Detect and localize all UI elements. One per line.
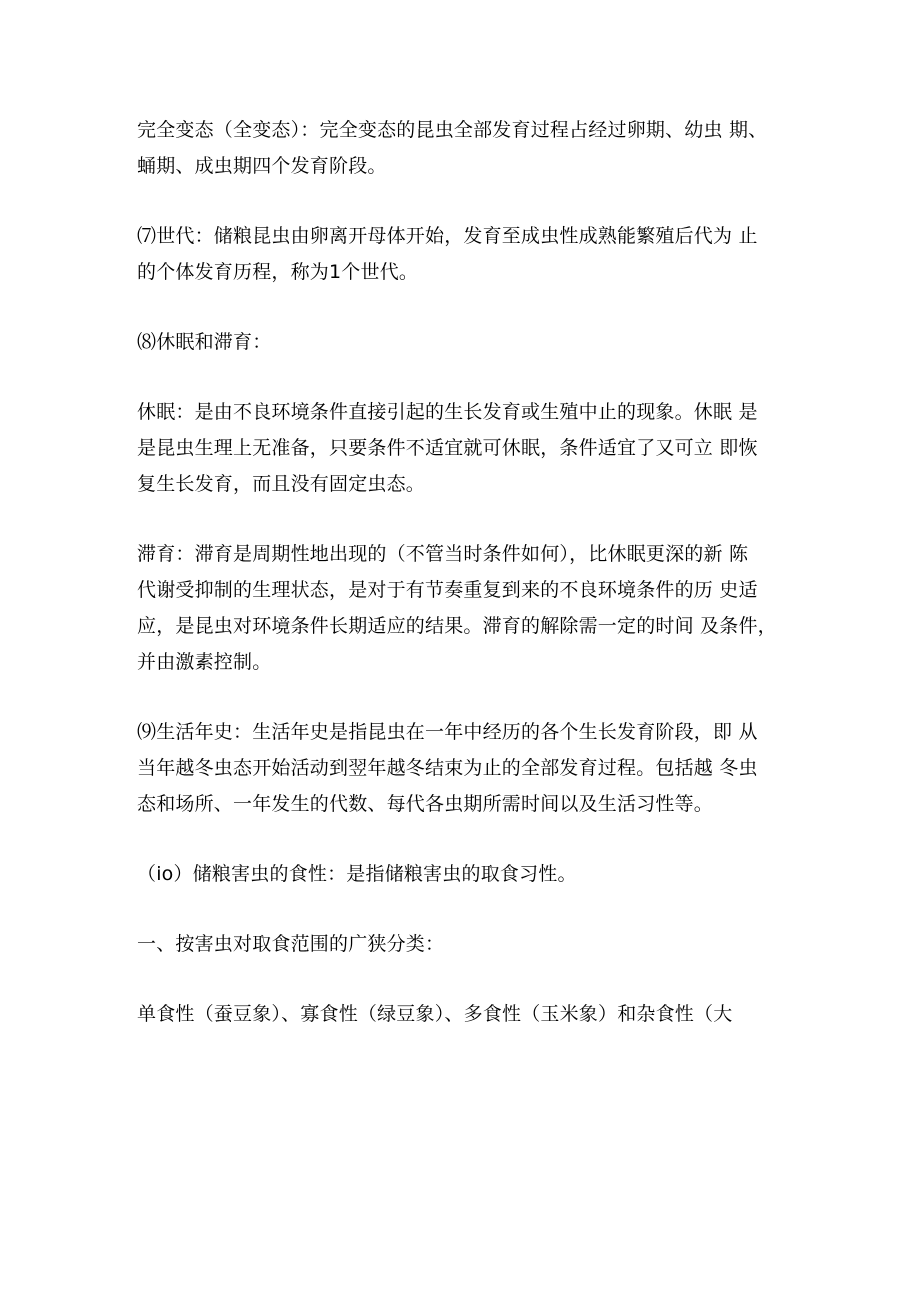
text-line: 态和场所、一年发生的代数、每代各虫期所需时间以及生活习性等。 [137,793,714,815]
text-line: 一、按害虫对取食范围的广狭分类： [137,933,445,955]
text-line: 休眠：是由不良环境条件直接引起的生长发育或生殖中止的现象。休眠 是 [137,401,758,423]
text-line: 单食性（蚕豆象）、寡食性（绿豆象）、多食性（玉米象）和杂食性（大 [137,1003,733,1025]
paragraph-classification-heading [137,926,787,962]
text-line: （io）储粮害虫的食性：是指储粮害虫的取食习性。 [137,863,577,885]
text-line: ⑻休眠和滞育： [137,331,272,353]
text-line: 是昆虫生理上无准备，只要条件不适宜就可休眠，条件适宜了又可立 即恢 [137,437,758,459]
text-line: 应，是昆虫对环境条件长期适应的结果。滞育的解除需一定的时间 及条件， [137,615,777,637]
paragraph-life-history [137,714,787,822]
text-line: 代谢受抑制的生理状态，是对于有节奏重复到来的不良环境条件的历 史适 [137,579,758,601]
text-line: 的个体发育历程，称为1个世代。 [137,261,419,283]
text-line: 蛹期、成虫期四个发育阶段。 [137,155,387,177]
document-body [137,112,787,1066]
paragraph-diapause [137,536,787,680]
text-line: ⑺世代：储粮昆虫由卵离开母体开始，发育至成虫性成熟能繁殖后代为 止 [137,225,758,247]
paragraph-feeding-habit [137,856,787,892]
text-line: 复生长发育，而且没有固定虫态。 [137,473,426,495]
paragraph-generation [137,218,787,290]
text-line: 当年越冬虫态开始活动到翌年越冬结束为止的全部发育过程。包括越 冬虫 [137,757,758,779]
text-line: 完全变态（全变态）：完全变态的昆虫全部发育过程占经过卵期、幼虫 期、 [137,119,768,141]
text-line: 并由激素控制。 [137,651,272,673]
paragraph-complete-metamorphosis [137,112,787,184]
paragraph-feeding-types [137,996,787,1032]
paragraph-dormancy-diapause-heading [137,324,787,360]
paragraph-dormancy [137,394,787,502]
text-line: 滞育：滞育是周期性地出现的（不管当时条件如何），比休眠更深的新 陈 [137,543,749,565]
text-line: ⑼生活年史：生活年史是指昆虫在一年中经历的各个生长发育阶段，即 从 [137,721,758,743]
